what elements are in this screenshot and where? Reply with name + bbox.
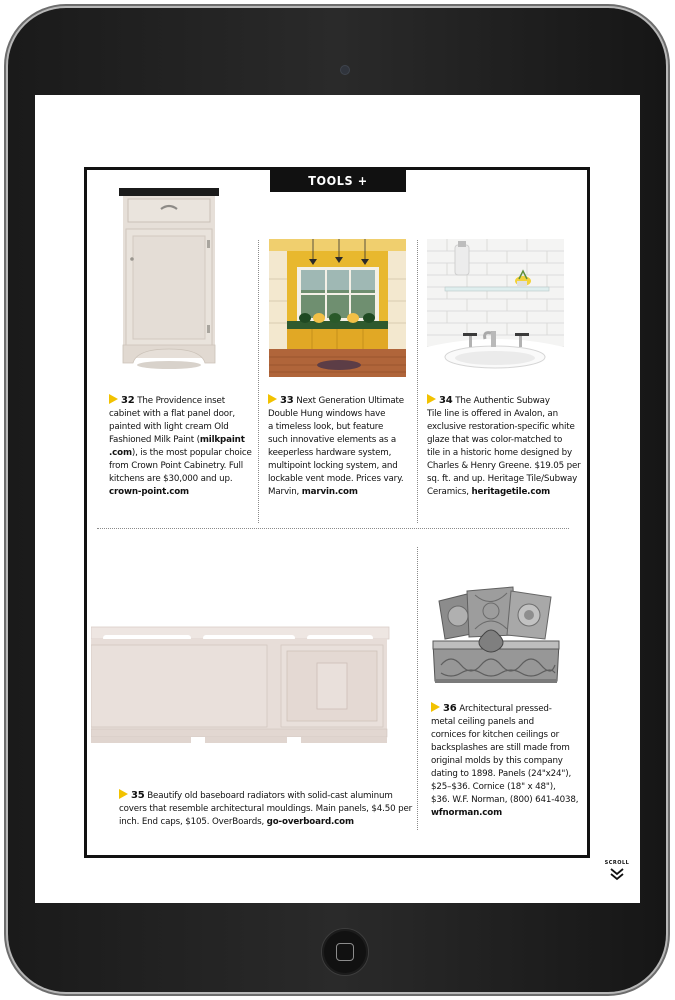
caption-line: backsplashes are still made from (431, 743, 570, 753)
item-number: 33 (280, 395, 294, 406)
caption-item-34 (427, 394, 581, 499)
crown-point-link[interactable]: crown-point.com (109, 487, 189, 497)
caption-line: $36. W.F. Norman, (800) 641-4038, (431, 795, 579, 805)
caption-line: inch. End caps, $105. OverBoards, (119, 817, 267, 827)
arrow-marker-icon (268, 394, 277, 404)
go-overboard-link[interactable]: go-overboard.com (266, 817, 354, 827)
marvin-link[interactable]: marvin.com (301, 487, 358, 497)
section-label: TOOLS + MATERIALS (270, 170, 406, 192)
caption-item-32 (109, 394, 252, 499)
caption-line: tile in a historic home designed by (427, 448, 573, 458)
caption-line: glaze that was color-matched to (427, 435, 563, 445)
arrow-marker-icon (109, 394, 118, 404)
item-number: 32 (121, 395, 135, 406)
scroll-down-chevron-icon[interactable] (609, 867, 625, 881)
window-seat-photo (269, 239, 406, 377)
home-icon (336, 943, 354, 961)
caption-line: ), is the most popular choice (131, 448, 252, 458)
caption-line: Next Generation Ultimate (296, 396, 405, 406)
arrow-marker-icon (119, 789, 128, 799)
caption-line: Ceramics, (427, 487, 472, 497)
front-camera (340, 65, 350, 75)
milkpaint-link-suffix[interactable]: .com (109, 448, 132, 458)
scroll-label: SCROLL (604, 860, 630, 866)
arrow-marker-icon (427, 394, 436, 404)
caption-line: sq. ft. and up. Heritage Tile/Subway (427, 474, 578, 484)
item-number: 36 (443, 703, 457, 714)
subway-tile-sink-photo (427, 239, 564, 377)
caption-line: cabinet with a flat panel door, (109, 409, 235, 419)
caption-line: $25–$36. Cornice (18" x 48"), (431, 782, 556, 792)
milkpaint-link[interactable]: milkpaint (199, 435, 245, 445)
caption-line: dating to 1898. Panels (24"x24"), (431, 769, 572, 779)
column-divider (258, 240, 259, 523)
caption-line: Charles & Henry Greene. $19.05 per (427, 461, 581, 471)
wfnorman-link[interactable]: wfnorman.com (431, 808, 503, 818)
column-divider (417, 240, 418, 523)
caption-line: keeperless hardware system, (268, 448, 392, 458)
caption-line: covers that resemble architectural mouldings. Main panels, $4.50 per (119, 804, 413, 814)
caption-line: metal ceiling panels and (431, 717, 534, 727)
arrow-marker-icon (431, 702, 440, 712)
caption-line: kitchens are $30,000 and up. (109, 474, 233, 484)
row-divider (97, 528, 569, 529)
caption-line: from Crown Point Cabinetry. Full (109, 461, 244, 471)
heritagetile-link[interactable]: heritagetile.com (471, 487, 551, 497)
item-number: 34 (439, 395, 453, 406)
radiator-cover-photo (91, 625, 393, 755)
caption-line: cornices for kitchen ceilings or (431, 730, 560, 740)
tin-ceiling-panels-photo (427, 583, 565, 691)
caption-line: original molds by this company (431, 756, 563, 766)
caption-line: Double Hung windows have (268, 409, 386, 419)
caption-item-33 (268, 394, 404, 499)
caption-line: Architectural pressed- (459, 704, 552, 714)
home-button[interactable] (321, 928, 369, 976)
caption-line: Beautify old baseboard radiators with solid-cast aluminum (147, 791, 393, 801)
caption-line: painted with light cream Old (109, 422, 229, 432)
cabinet-photo (111, 185, 223, 375)
caption-line: Marvin, (268, 487, 302, 497)
caption-item-36 (431, 702, 578, 820)
tablet-screen (35, 95, 640, 903)
caption-line: multipoint locking system, and (268, 461, 398, 471)
caption-line: such innovative elements as a (268, 435, 397, 445)
caption-line: The Providence inset (137, 396, 225, 406)
caption-line: exclusive restoration-specific white (427, 422, 575, 432)
caption-line: Fashioned Milk Paint ( (109, 435, 200, 445)
caption-item-35 (119, 789, 412, 829)
caption-line: lockable vent mode. Prices vary. (268, 474, 404, 484)
column-divider (417, 547, 418, 830)
caption-line: a timeless look, but feature (268, 422, 384, 432)
caption-line: The Authentic Subway (455, 396, 550, 406)
item-number: 35 (131, 790, 145, 801)
caption-line: Tile line is offered in Avalon, an (427, 409, 558, 419)
